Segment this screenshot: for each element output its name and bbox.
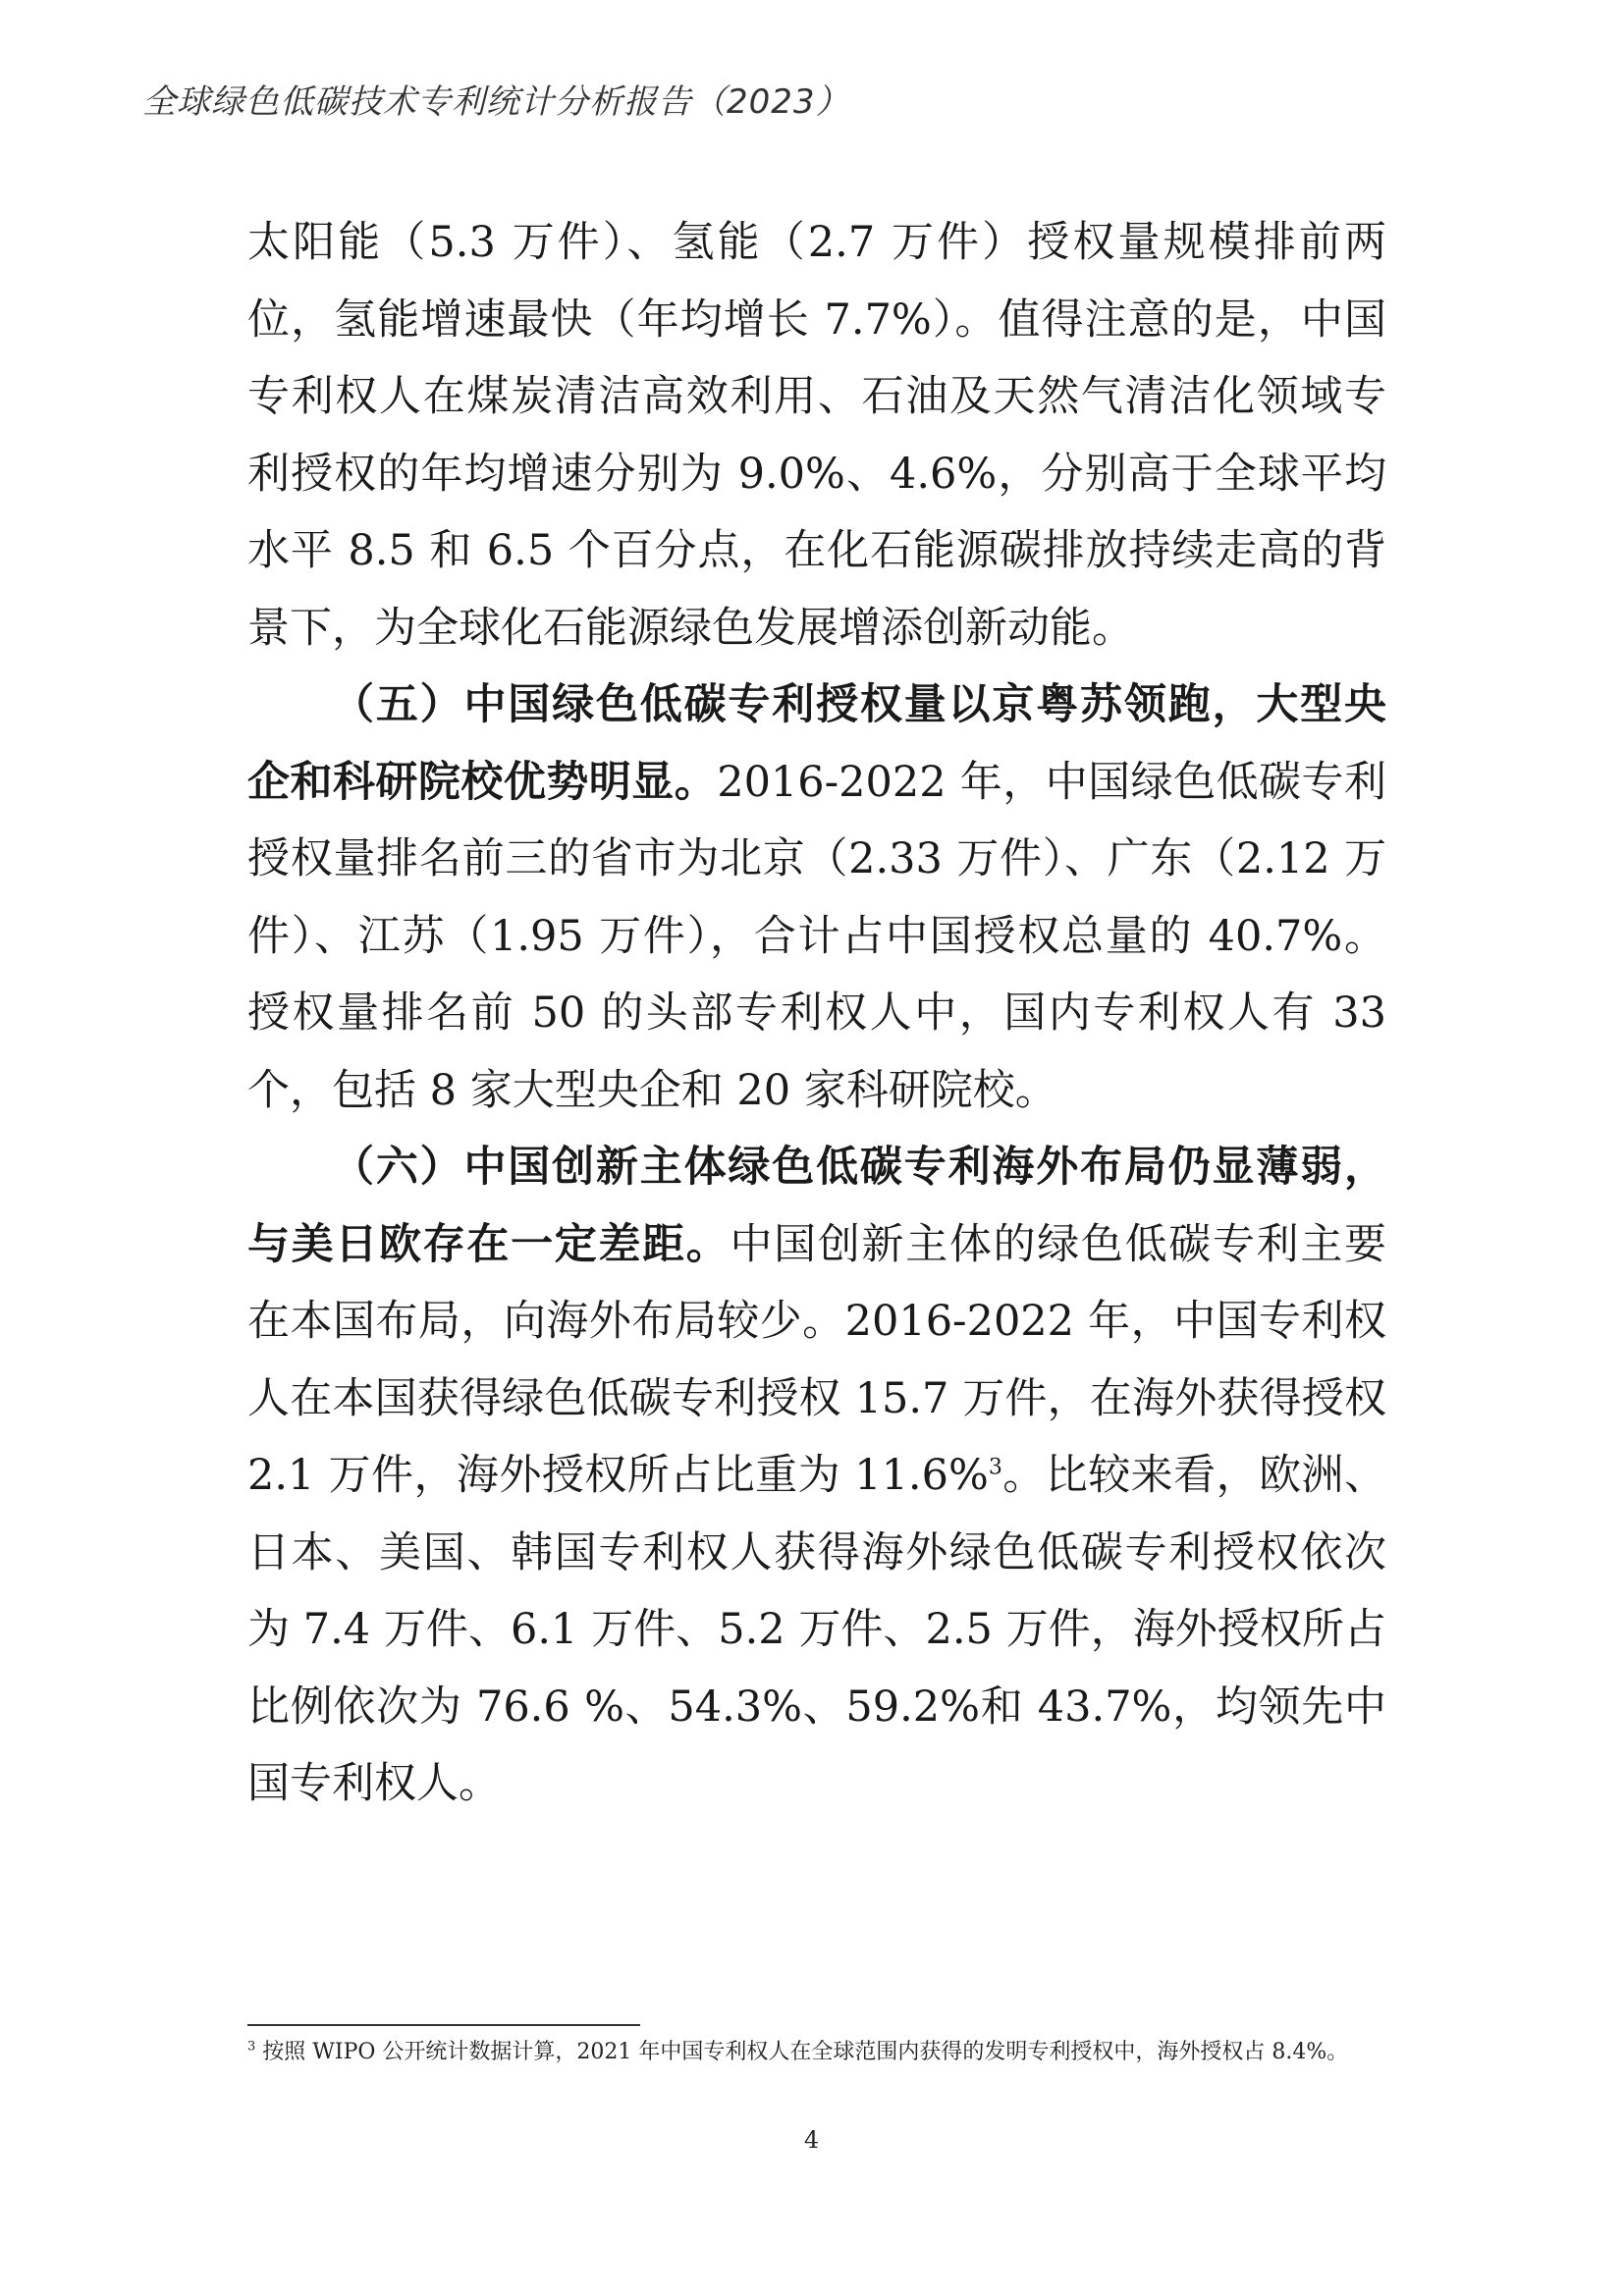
paragraph-2-text: 2016-2022 年，中国绿色低碳专利授权量排名前三的省市为北京（2.33 万件）、广东（2.12 万件）、江苏（1.95 万件），合计占中国授权总量的 40.7%。授权量排名前 50 的头部专利权人中，国内专利权人有 33 个，包括 8 家大型央企和 20 家科研院校。	[247, 757, 1387, 1115]
paragraph-3-text-b: 。比较来看，欧洲、日本、美国、韩国专利权人获得海外绿色低碳专利授权依次为 7.4 万件、6.1 万件、5.2 万件、2.5 万件，海外授权所占比例依次为 76.6 %、54.3%、59.2%和 43.7%，均领先中国专利权人。	[247, 1451, 1387, 1808]
paragraph-2	[247, 667, 1386, 1129]
footnote-text: 按照 WIPO 公开统计数据计算，2021 年中国专利权人在全球范围内获得的发明专利授权中，海外授权占 8.4%。	[255, 2040, 1349, 2064]
footnote-reference[interactable]: 3	[988, 1455, 1002, 1480]
paragraph-3	[247, 1129, 1386, 1823]
running-header: 全球绿色低碳技术专利统计分析报告（2023）	[142, 82, 850, 122]
page-number: 4	[803, 2126, 820, 2154]
footnote-separator	[247, 2024, 640, 2026]
section-heading-5: （五）中国绿色低碳专利授权量以京粤苏领跑，大型央企和科研院校优势明显。	[247, 680, 1386, 807]
body-text	[247, 204, 1386, 1823]
footnote-marker: 3	[247, 2039, 256, 2055]
paragraph-1: 太阳能（5.3 万件）、氢能（2.7 万件）授权量规模排前两位，氢能增速最快（年均增长 7.7%）。值得注意的是，中国专利权人在煤炭清洁高效利用、石油及天然气清洁化领域专利授权的年均增速分别为 9.0%、4.6%，分别高于全球平均水平 8.5 和 6.5 个百分点，在化石能源碳排放持续走高的背景下，为全球化石能源绿色发展增添创新动能。	[247, 218, 1386, 653]
footnote	[247, 2034, 1386, 2071]
paragraph-3-text-a: 中国创新主体的绿色低碳专利主要在本国布局，向海外布局较少。2016-2022 年，中国专利权人在本国获得绿色低碳专利授权 15.7 万件，在海外获得授权 2.1 万件，海外授权所占比重为 11.6%	[247, 1219, 1387, 1500]
section-heading-6: （六）中国创新主体绿色低碳专利海外布局仍显薄弱，与美日欧存在一定差距。	[247, 1143, 1386, 1269]
